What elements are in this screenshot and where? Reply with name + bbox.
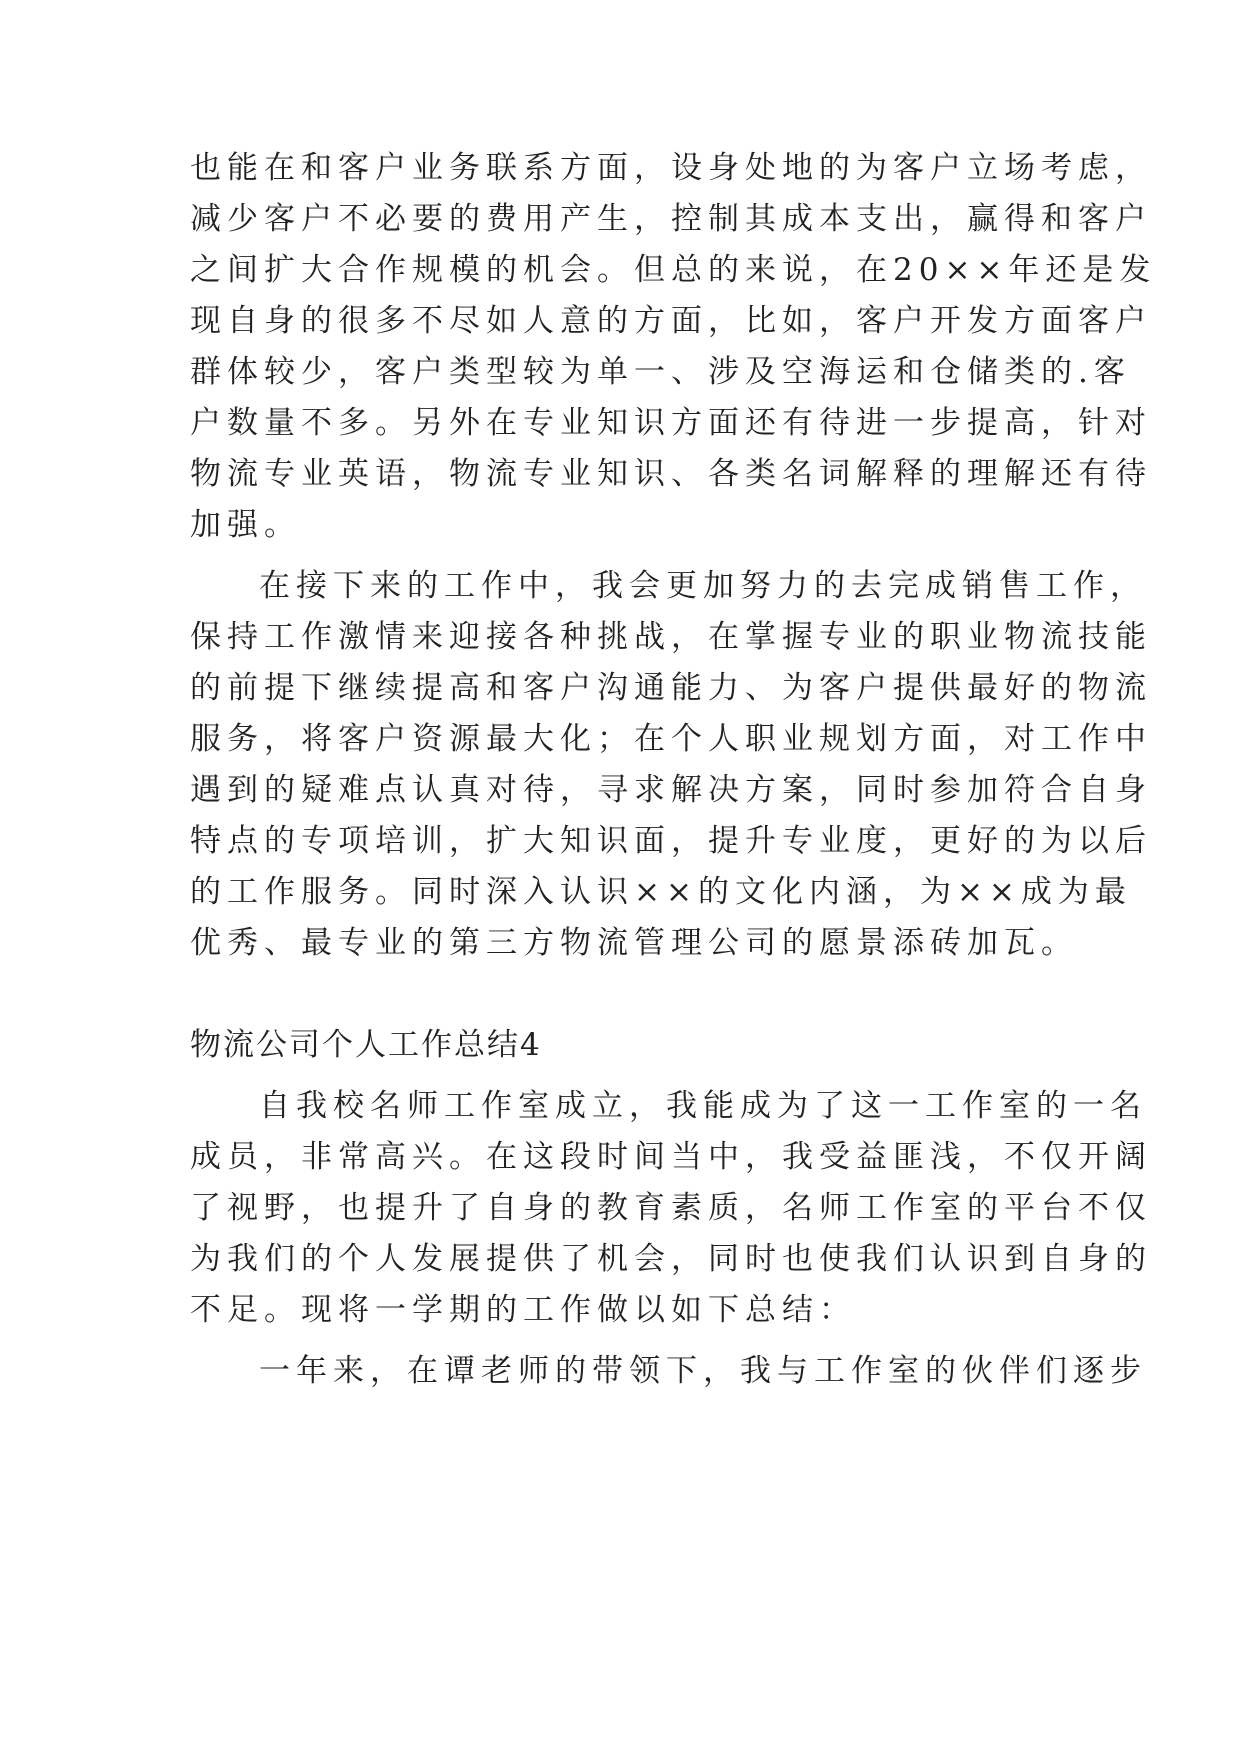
text-line: 加强。 — [190, 507, 301, 543]
text-line: 优秀、最专业的第三方物流管理公司的愿景添砖加瓦。 — [190, 925, 1078, 961]
section-heading: 物流公司个人工作总结4 — [190, 1027, 542, 1063]
text-line: 为我们的个人发展提供了机会，同时也使我们认识到自身的 — [190, 1241, 1152, 1277]
text-line: 保持工作激情来迎接各种挑战，在掌握专业的职业物流技能 — [190, 619, 1152, 655]
text-line: 不足。现将一学期的工作做以如下总结： — [190, 1292, 856, 1328]
text-line: 之间扩大合作规模的机会。但总的来说，在20××年还是发 — [190, 252, 1157, 288]
text-line: 在接下来的工作中，我会更加努力的去完成销售工作， — [259, 568, 1147, 604]
text-line: 现自身的很多不尽如人意的方面，比如，客户开发方面客户 — [190, 303, 1152, 339]
text-line: 自我校名师工作室成立，我能成为了这一工作室的一名 — [259, 1088, 1147, 1124]
text-line: 一年来，在谭老师的带领下，我与工作室的伙伴们逐步 — [259, 1353, 1147, 1389]
text-line: 的前提下继续提高和客户沟通能力、为客户提供最好的物流 — [190, 670, 1152, 706]
text-line: 了视野，也提升了自身的教育素质，名师工作室的平台不仅 — [190, 1190, 1152, 1226]
text-line: 也能在和客户业务联系方面，设身处地的为客户立场考虑， — [190, 150, 1152, 186]
text-line: 遇到的疑难点认真对待，寻求解决方案，同时参加符合自身 — [190, 772, 1152, 808]
text-line: 户数量不多。另外在专业知识方面还有待进一步提高，针对 — [190, 405, 1152, 441]
text-line: 成员，非常高兴。在这段时间当中，我受益匪浅，不仅开阔 — [190, 1139, 1152, 1175]
text-line: 减少客户不必要的费用产生，控制其成本支出，赢得和客户 — [190, 201, 1152, 237]
text-line: 物流专业英语，物流专业知识、各类名词解释的理解还有待 — [190, 456, 1152, 492]
text-line: 服务，将客户资源最大化；在个人职业规划方面，对工作中 — [190, 721, 1152, 757]
text-line: 特点的专项培训，扩大知识面，提升专业度，更好的为以后 — [190, 823, 1152, 859]
text-line: 的工作服务。同时深入认识××的文化内涵，为××成为最 — [190, 874, 1132, 910]
text-line: 群体较少，客户类型较为单一、涉及空海运和仓储类的.客 — [190, 354, 1131, 390]
